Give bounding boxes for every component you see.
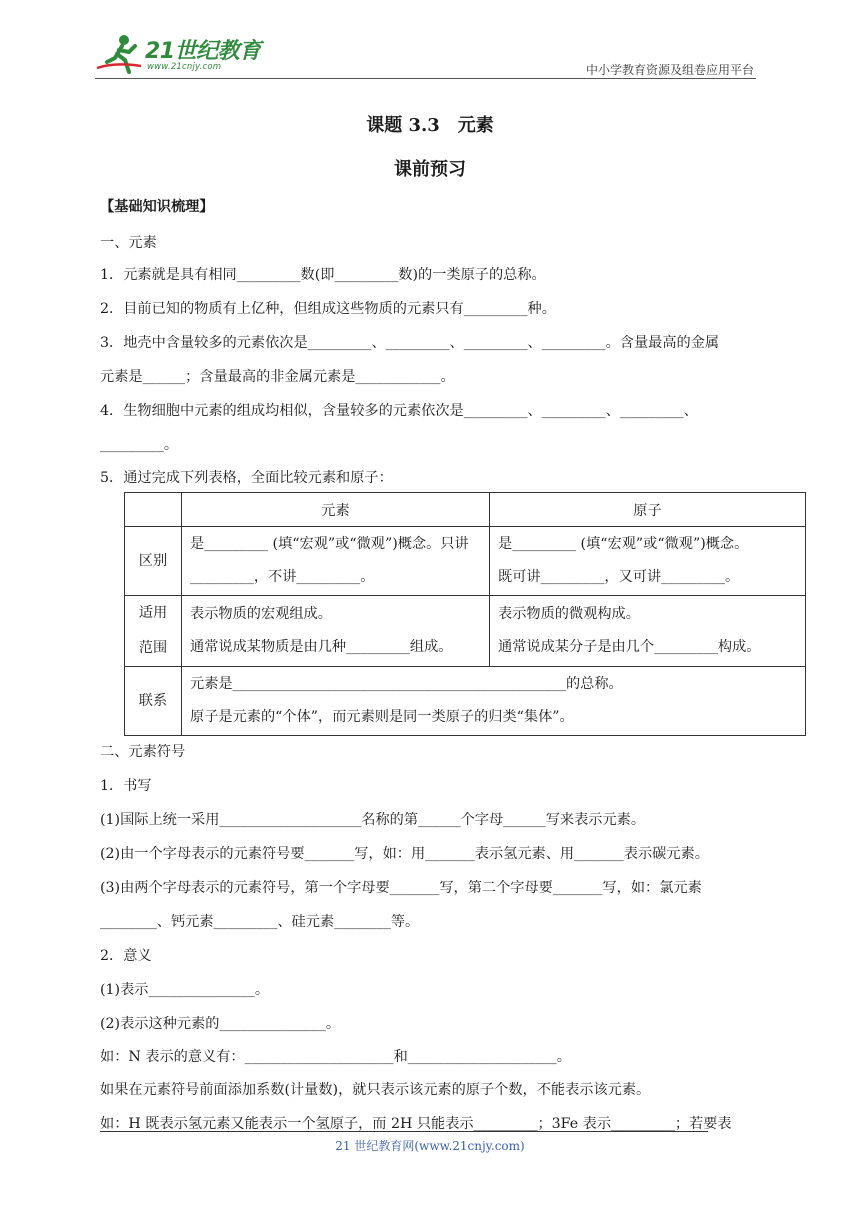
table-header-row <box>125 493 806 527</box>
question-3-line-2: 元素是______；含量最高的非金属元素是____________。 <box>100 369 455 385</box>
table-cell <box>490 527 806 596</box>
subheading-writing: 1．书写 <box>100 778 152 794</box>
cell-line: 表示物质的微观构成。 <box>498 606 640 622</box>
meaning-item-2: (2)表示这种元素的_______________。 <box>100 1016 341 1032</box>
writing-item-1: (1)国际上统一采用____________________名称的第______个字母______写来表示元素。 <box>100 812 646 828</box>
table-row <box>125 596 806 667</box>
question-4-line-1: 4．生物细胞中元素的组成均相似，含量较多的元素依次是_________、_________、_________、 <box>100 403 698 419</box>
subheading-meaning: 2．意义 <box>100 948 152 964</box>
cell-line: 表示物质的宏观组成。 <box>190 606 332 622</box>
page-header <box>0 0 860 80</box>
table-cell <box>182 527 490 596</box>
writing-item-3-line-2: ________、钙元素_________、硅元素________等。 <box>100 914 420 930</box>
meaning-note: 如果在元素符号前面添加系数(计量数)，就只表示该元素的原子个数，不能表示该元素。 <box>100 1082 651 1098</box>
cell-line: 通常说成某分子是由几个_________构成。 <box>498 639 761 655</box>
header-divider <box>95 78 756 79</box>
writing-item-2: (2)由一个字母表示的元素符号要_______写，如：用_______表示氢元素、用_______表示碳元素。 <box>100 846 709 862</box>
row-label-scope <box>125 596 182 667</box>
footer-divider <box>100 1131 708 1132</box>
meaning-item-1: (1)表示_______________。 <box>100 982 270 998</box>
question-5: 5．通过完成下列表格，全面比较元素和原子： <box>100 470 393 486</box>
header-platform-text: 中小学教育资源及组卷应用平台 <box>585 63 754 77</box>
row-label-difference: 区别 <box>125 527 182 596</box>
page-title: 课题 3.3 元素 <box>366 115 494 136</box>
row-label-line: 范围 <box>138 640 168 656</box>
question-3-line-1: 3．地壳中含量较多的元素依次是_________、_________、_________、_________。含量最高的金属 <box>100 335 720 351</box>
table-cell <box>182 596 490 667</box>
table-corner-cell <box>125 493 182 527</box>
comparison-table <box>124 492 806 736</box>
cell-line: 原子是元素的“个体”，而元素则是同一类原子的归类“集体”。 <box>190 709 574 725</box>
cell-line: 是_________ (填“宏观”或“微观”)概念。 <box>498 536 749 552</box>
table-row <box>125 667 806 736</box>
question-1: 1．元素就是具有相同_________数(即_________数)的一类原子的总称。 <box>100 267 546 283</box>
logo-text: 21世纪教育 <box>145 39 261 64</box>
page-subtitle: 课前预习 <box>394 159 466 180</box>
cell-line: 既可讲_________，又可讲_________。 <box>498 569 740 585</box>
cell-line: 元素是_______________________________________________的总称。 <box>190 676 623 692</box>
cell-line: 是_________ (填“宏观”或“微观”)概念。只讲 <box>190 536 469 552</box>
table-header-element: 元素 <box>182 493 490 527</box>
table-header-atom: 原子 <box>490 493 806 527</box>
section-label: 【基础知识梳理】 <box>100 199 214 215</box>
table-cell <box>182 667 806 736</box>
meaning-example-n: 如：N 表示的意义有：_____________________和_____________________。 <box>100 1049 571 1065</box>
runner-logo-icon <box>95 32 143 76</box>
cell-line: 通常说成某物质是由几种_________组成。 <box>190 639 453 655</box>
table-cell <box>490 596 806 667</box>
section-heading-symbols: 二、元素符号 <box>100 744 186 760</box>
writing-item-3-line-1: (3)由两个字母表示的元素符号，第一个字母要_______写，第二个字母要_______写，如：氯元素 <box>100 880 702 896</box>
question-4-line-2: _________。 <box>100 437 179 453</box>
footer-link[interactable]: 21 世纪教育网(www.21cnjy.com) <box>335 1139 525 1153</box>
site-logo[interactable] <box>95 32 265 76</box>
row-label-relation: 联系 <box>125 667 182 736</box>
table-row <box>125 527 806 596</box>
logo-url: www.21cnjy.com <box>147 62 222 72</box>
meaning-example-h: 如：H 既表示氢元素又能表示一个氢原子，而 2H 只能表示_________；3Fe 表示_________；若要表 <box>100 1116 732 1132</box>
section-heading-elements: 一、元素 <box>100 235 157 251</box>
row-label-line: 适用 <box>138 605 168 621</box>
question-2: 2．目前已知的物质有上亿种，但组成这些物质的元素只有_________种。 <box>100 301 556 317</box>
cell-line: _________，不讲_________。 <box>190 569 375 585</box>
